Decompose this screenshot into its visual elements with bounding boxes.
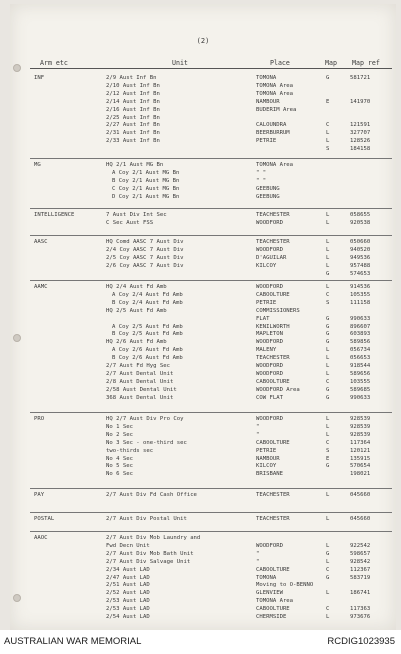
map-cell: C xyxy=(326,122,330,129)
map-ref-cell: 928539 xyxy=(350,423,371,430)
place-cell: COMMISSIONERS xyxy=(256,307,300,314)
unit-cell: B Coy 2/4 Aust Fd Amb xyxy=(112,299,183,306)
unit-cell: 2/4 Coy AASC 7 Aust Div xyxy=(106,246,184,253)
map-ref-cell: 603893 xyxy=(350,331,371,338)
unit-cell: A Coy 2/1 Aust MG Bn xyxy=(112,169,180,176)
unit-cell: 368 Aust Dental Unit xyxy=(106,394,174,401)
unit-cell: HQ 2/6 Aust Fd Amb xyxy=(106,339,167,346)
map-cell: L xyxy=(326,262,330,269)
unit-cell: HQ 2/1 Aust MG Bn xyxy=(106,162,164,168)
unit-cell: 2/16 Aust Inf Bn xyxy=(106,106,160,113)
map-ref-cell: 120121 xyxy=(350,447,371,454)
section-divider xyxy=(30,412,392,413)
map-cell: L xyxy=(326,558,330,565)
section-arm: INF xyxy=(34,75,45,81)
footer-record-id: RCDIG1023935 xyxy=(327,636,395,647)
map-cell: C xyxy=(326,291,330,298)
map-ref-cell: 186741 xyxy=(350,590,371,597)
header-place: Place xyxy=(270,59,290,67)
unit-cell: A Coy 2/5 Aust Fd Amb xyxy=(112,323,183,330)
place-cell: CABOOLTURE xyxy=(256,566,290,573)
map-cell: L xyxy=(326,542,330,549)
place-cell: GLENVIEW xyxy=(256,590,283,597)
unit-cell: 2/54 Aust LAD xyxy=(106,614,150,620)
unit-cell: No 6 Sec xyxy=(106,471,133,478)
map-ref-cell: 141970 xyxy=(350,98,371,105)
place-cell: CABOOLTURE xyxy=(256,378,290,385)
map-cell: G xyxy=(326,339,330,346)
map-cell: S xyxy=(326,447,330,454)
unit-cell: 2/58 Aust Dental Unit xyxy=(106,386,177,393)
unit-cell: 2/8 Aust Dental Unit xyxy=(106,378,174,385)
place-cell: PETRIE xyxy=(256,138,277,145)
place-cell: CABOOLTURE xyxy=(256,606,290,613)
map-cell: L xyxy=(326,590,330,597)
section-arm: PRO xyxy=(34,416,45,422)
unit-cell: B Coy 2/5 Aust Fd Amb xyxy=(112,331,183,338)
map-cell: G xyxy=(326,463,330,470)
header-map-ref: Map ref xyxy=(352,59,380,67)
map-cell: L xyxy=(326,516,330,522)
map-ref-cell: 940520 xyxy=(350,246,371,253)
map-cell: L xyxy=(326,138,330,145)
unit-cell: 2/7 Aust Div Postal Unit xyxy=(106,516,187,522)
unit-cell: A Coy 2/6 Aust Fd Amb xyxy=(112,347,183,354)
place-cell: PETRIE xyxy=(256,299,277,306)
place-cell: TOMONA Area xyxy=(256,162,294,168)
place-cell: WOODFORD xyxy=(256,339,283,346)
map-ref-cell: 105355 xyxy=(350,291,371,298)
map-ref-cell: 928539 xyxy=(350,431,371,438)
map-ref-cell: 135915 xyxy=(350,455,371,462)
header-map: Map xyxy=(325,59,337,67)
map-ref-cell: 111158 xyxy=(350,299,371,306)
unit-cell: 7 Aust Div Int Sec xyxy=(106,212,167,218)
map-ref-cell: 327707 xyxy=(350,130,371,137)
unit-cell: B Coy 2/1 Aust MG Bn xyxy=(112,177,180,184)
map-cell: L xyxy=(326,423,330,430)
map-cell: G xyxy=(326,386,330,393)
place-cell: WOODFORD xyxy=(256,246,283,253)
place-cell: D'AGUILAR xyxy=(256,254,287,261)
map-cell: G xyxy=(326,550,330,557)
map-ref-cell: 583719 xyxy=(350,574,371,581)
map-cell: L xyxy=(326,416,330,422)
unit-cell: 2/33 Aust Inf Bn xyxy=(106,138,160,145)
place-cell: WOODFORD xyxy=(256,284,283,290)
place-cell: Moving to O-BENNO xyxy=(256,582,314,589)
map-cell: L xyxy=(326,212,330,218)
map-cell: C xyxy=(326,606,330,613)
place-cell: FLAT xyxy=(256,315,270,322)
place-cell: " " xyxy=(256,169,267,176)
place-cell: TEACHESTER xyxy=(256,492,290,498)
unit-cell: No 5 Sec xyxy=(106,463,133,470)
place-cell: TEACHESTER xyxy=(256,239,290,245)
map-cell: G xyxy=(326,323,330,330)
map-cell: G xyxy=(326,75,330,81)
unit-cell: 2/27 Aust Inf Bn xyxy=(106,122,160,129)
unit-cell: two-thirds sec xyxy=(106,447,154,454)
place-cell: WOODFORD xyxy=(256,370,283,377)
map-cell: L xyxy=(326,614,330,620)
unit-cell: A Coy 2/4 Aust Fd Amb xyxy=(112,291,183,298)
map-ref-cell: 896607 xyxy=(350,323,371,330)
place-cell: WOODFORD xyxy=(256,542,283,549)
unit-cell: No 3 Sec - one-third sec xyxy=(106,439,187,446)
map-ref-cell: 990633 xyxy=(350,394,371,401)
place-cell: GEEBUNG xyxy=(256,193,280,200)
unit-cell: C Sec Aust FSS xyxy=(106,219,154,226)
place-cell: MAPLETON xyxy=(256,331,283,338)
unit-cell: HQ 2/4 Aust Fd Amb xyxy=(106,284,167,290)
map-cell: G xyxy=(326,574,330,581)
map-ref-cell: 045660 xyxy=(350,492,371,498)
section-divider xyxy=(30,208,392,209)
place-cell: BEERBURRUM xyxy=(256,130,290,137)
map-ref-cell: 973676 xyxy=(350,614,371,620)
place-cell: BRISBANE xyxy=(256,471,283,478)
map-ref-cell: 914536 xyxy=(350,284,371,290)
place-cell: KILCOY xyxy=(256,463,277,470)
place-cell: CHERMSIDE xyxy=(256,614,287,620)
unit-cell: 2/7 Aust Div Mob Laundry and xyxy=(106,535,201,541)
map-cell: G xyxy=(326,331,330,338)
map-ref-cell: 570654 xyxy=(350,463,371,470)
place-cell: " xyxy=(256,558,260,565)
section-divider xyxy=(30,512,392,513)
map-ref-cell: 056653 xyxy=(350,355,371,362)
place-cell: COW FLAT xyxy=(256,394,283,401)
map-cell: L xyxy=(326,254,330,261)
header-arm: Arm etc xyxy=(40,59,68,67)
map-ref-cell: 045660 xyxy=(350,516,371,522)
place-cell: " xyxy=(256,550,260,557)
section-divider xyxy=(30,531,392,532)
map-cell: L xyxy=(326,431,330,438)
map-ref-cell: 117363 xyxy=(350,606,371,613)
place-cell: TOMONA xyxy=(256,75,277,81)
section-arm: AASC xyxy=(34,239,48,245)
section-divider xyxy=(30,488,392,489)
section-divider xyxy=(30,280,392,281)
place-cell: TOMONA Area xyxy=(256,598,294,605)
map-ref-cell: 589856 xyxy=(350,339,371,346)
section-arm: PAY xyxy=(34,492,45,498)
place-cell: CABOOLTURE xyxy=(256,291,290,298)
map-ref-cell: 922542 xyxy=(350,542,371,549)
place-cell: NAMBOUR xyxy=(256,455,280,462)
unit-cell: 2/9 Aust Inf Bn xyxy=(106,75,157,81)
map-ref-cell: 589656 xyxy=(350,370,371,377)
map-cell: L xyxy=(326,284,330,290)
map-ref-cell: 103555 xyxy=(350,378,371,385)
header-unit: Unit xyxy=(172,59,188,67)
map-cell: S xyxy=(326,146,330,153)
unit-cell: 2/25 Aust Inf Bn xyxy=(106,114,160,121)
section-arm: INTELLIGENCE xyxy=(34,212,75,218)
map-ref-cell: 928542 xyxy=(350,558,371,565)
unit-cell: 2/14 Aust Inf Bn xyxy=(106,98,160,105)
unit-cell: Fwd Decn Unit xyxy=(106,542,150,549)
section-divider xyxy=(30,158,392,159)
place-cell: WOODFORD xyxy=(256,219,283,226)
unit-cell: B Coy 2/6 Aust Fd Amb xyxy=(112,355,183,362)
footer-source: AUSTRALIAN WAR MEMORIAL xyxy=(4,636,142,647)
place-cell: TOMONA Area xyxy=(256,90,294,97)
map-cell: L xyxy=(326,246,330,253)
map-cell: L xyxy=(326,219,330,226)
map-ref-cell: 589685 xyxy=(350,386,371,393)
unit-cell: 2/53 Aust LAD xyxy=(106,598,150,605)
page-number: (2) xyxy=(196,37,210,45)
map-ref-cell: 121591 xyxy=(350,122,371,129)
unit-cell: 2/12 Aust Inf Bn xyxy=(106,90,160,97)
unit-cell: No 4 Sec xyxy=(106,455,133,462)
map-cell: L xyxy=(326,492,330,498)
map-cell: G xyxy=(326,394,330,401)
place-cell: " " xyxy=(256,177,267,184)
place-cell: GEEBUNG xyxy=(256,185,280,192)
map-ref-cell: 920538 xyxy=(350,219,371,226)
unit-cell: 2/53 Aust LAD xyxy=(106,606,150,613)
section-arm: AAOC xyxy=(34,535,48,541)
map-cell: G xyxy=(326,270,330,277)
place-cell: CABOOLTURE xyxy=(256,439,290,446)
map-ref-cell: 957488 xyxy=(350,262,371,269)
map-cell: L xyxy=(326,370,330,377)
map-ref-cell: 598657 xyxy=(350,550,371,557)
map-ref-cell: 198021 xyxy=(350,471,371,478)
place-cell: TEACHESTER xyxy=(256,355,290,362)
place-cell: KILCOY xyxy=(256,262,277,269)
unit-cell: 2/5 Coy AASC 7 Aust Div xyxy=(106,254,184,261)
unit-cell: 2/51 Aust LAD xyxy=(106,582,150,589)
unit-cell: D Coy 2/1 Aust MG Bn xyxy=(112,193,180,200)
section-arm: AAMC xyxy=(34,284,48,290)
unit-cell: HQ 2/5 Aust Fd Amb xyxy=(106,307,167,314)
place-cell: TEACHESTER xyxy=(256,212,290,218)
punch-hole xyxy=(13,334,21,342)
unit-cell: 2/31 Aust Inf Bn xyxy=(106,130,160,137)
map-ref-cell: 050660 xyxy=(350,239,371,245)
punch-hole xyxy=(13,64,21,72)
unit-cell: No 1 Sec xyxy=(106,423,133,430)
map-cell: L xyxy=(326,355,330,362)
map-ref-cell: 058655 xyxy=(350,212,371,218)
section-arm: MG xyxy=(34,162,41,168)
place-cell: CALOUNDRA xyxy=(256,122,287,129)
place-cell: " xyxy=(256,423,260,430)
header-rule xyxy=(30,68,392,69)
map-ref-cell: 184158 xyxy=(350,146,371,153)
map-ref-cell: 056734 xyxy=(350,347,371,354)
map-ref-cell: 581721 xyxy=(350,75,371,81)
map-cell: L xyxy=(326,347,330,354)
map-ref-cell: 112367 xyxy=(350,566,371,573)
map-ref-cell: 128526 xyxy=(350,138,371,145)
unit-cell: No 2 Sec xyxy=(106,431,133,438)
unit-cell: 2/7 Aust Fd Hyg Sec xyxy=(106,363,170,369)
unit-cell: 2/7 Aust Div Salvage Unit xyxy=(106,558,191,565)
map-cell: C xyxy=(326,378,330,385)
section-arm: POSTAL xyxy=(34,516,55,522)
map-ref-cell: 574653 xyxy=(350,270,371,277)
place-cell: KENILWORTH xyxy=(256,323,290,330)
unit-cell: 2/6 Coy AASC 7 Aust Div xyxy=(106,262,184,269)
place-cell: WOODFORD xyxy=(256,416,283,422)
unit-cell: 2/7 Aust Div Mob Bath Unit xyxy=(106,550,194,557)
map-ref-cell: 949536 xyxy=(350,254,371,261)
place-cell: PETRIE xyxy=(256,447,277,454)
footer-bar xyxy=(0,630,401,654)
map-cell: S xyxy=(326,299,330,306)
map-ref-cell: 928539 xyxy=(350,416,371,422)
unit-cell: 2/47 Aust LAD xyxy=(106,574,150,581)
section-divider xyxy=(30,235,392,236)
unit-cell: 2/7 Aust Div Fd Cash Office xyxy=(106,492,197,498)
map-cell: E xyxy=(326,455,330,462)
map-cell: L xyxy=(326,130,330,137)
place-cell: WOODFORD Area xyxy=(256,386,300,393)
map-cell: E xyxy=(326,98,330,105)
map-cell: L xyxy=(326,239,330,245)
place-cell: NAMBOUR xyxy=(256,98,280,105)
map-ref-cell: 918544 xyxy=(350,363,371,369)
punch-hole xyxy=(13,594,21,602)
map-ref-cell: 117364 xyxy=(350,439,371,446)
unit-cell: HQ 2/7 Aust Div Pro Coy xyxy=(106,416,184,422)
unit-cell: 2/7 Aust Dental Unit xyxy=(106,370,174,377)
unit-cell: 2/10 Aust Inf Bn xyxy=(106,82,160,89)
unit-cell: 2/34 Aust LAD xyxy=(106,566,150,573)
place-cell: TOMONA Area xyxy=(256,82,294,89)
document-page xyxy=(10,4,396,630)
place-cell: TEACHESTER xyxy=(256,516,290,522)
place-cell: BUDERIM Area xyxy=(256,106,297,113)
map-cell: C xyxy=(326,439,330,446)
unit-cell: 2/52 Aust LAD xyxy=(106,590,150,597)
place-cell: TOMONA xyxy=(256,574,277,581)
place-cell: " xyxy=(256,431,260,438)
map-cell: G xyxy=(326,315,330,322)
place-cell: WOODFORD xyxy=(256,363,283,369)
unit-cell: HQ Comd AASC 7 Aust Div xyxy=(106,239,184,245)
map-ref-cell: 990633 xyxy=(350,315,371,322)
map-cell: L xyxy=(326,363,330,369)
map-cell: C xyxy=(326,566,330,573)
unit-cell: C Coy 2/1 Aust MG Bn xyxy=(112,185,180,192)
place-cell: MALENY xyxy=(256,347,277,354)
